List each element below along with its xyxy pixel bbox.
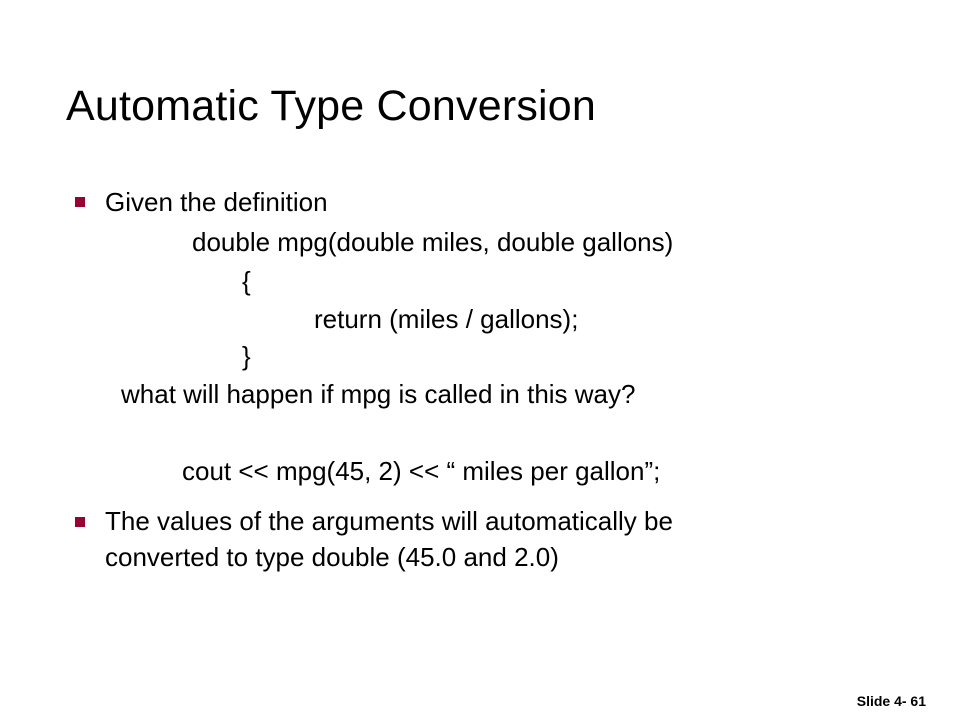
bullet-text: The values of the arguments will automatically be [105, 506, 673, 536]
code-line: double mpg(double miles, double gallons) [192, 227, 674, 257]
code-line: cout << mpg(45, 2) << “ miles per gallon”; [182, 456, 661, 486]
code-line: return (miles / gallons); [314, 304, 579, 334]
square-bullet-icon [75, 517, 85, 527]
slide-title: Automatic Type Conversion [66, 82, 597, 130]
bullet-text: converted to type double (45.0 and 2.0) [105, 542, 559, 572]
square-bullet-icon [75, 197, 85, 207]
code-line: } [242, 341, 251, 371]
question-text: what will happen if mpg is called in this way? [121, 379, 636, 409]
code-line: { [242, 266, 251, 296]
slide-number: Slide 4- 61 [856, 693, 926, 709]
bullet-text: Given the definition [105, 187, 328, 217]
